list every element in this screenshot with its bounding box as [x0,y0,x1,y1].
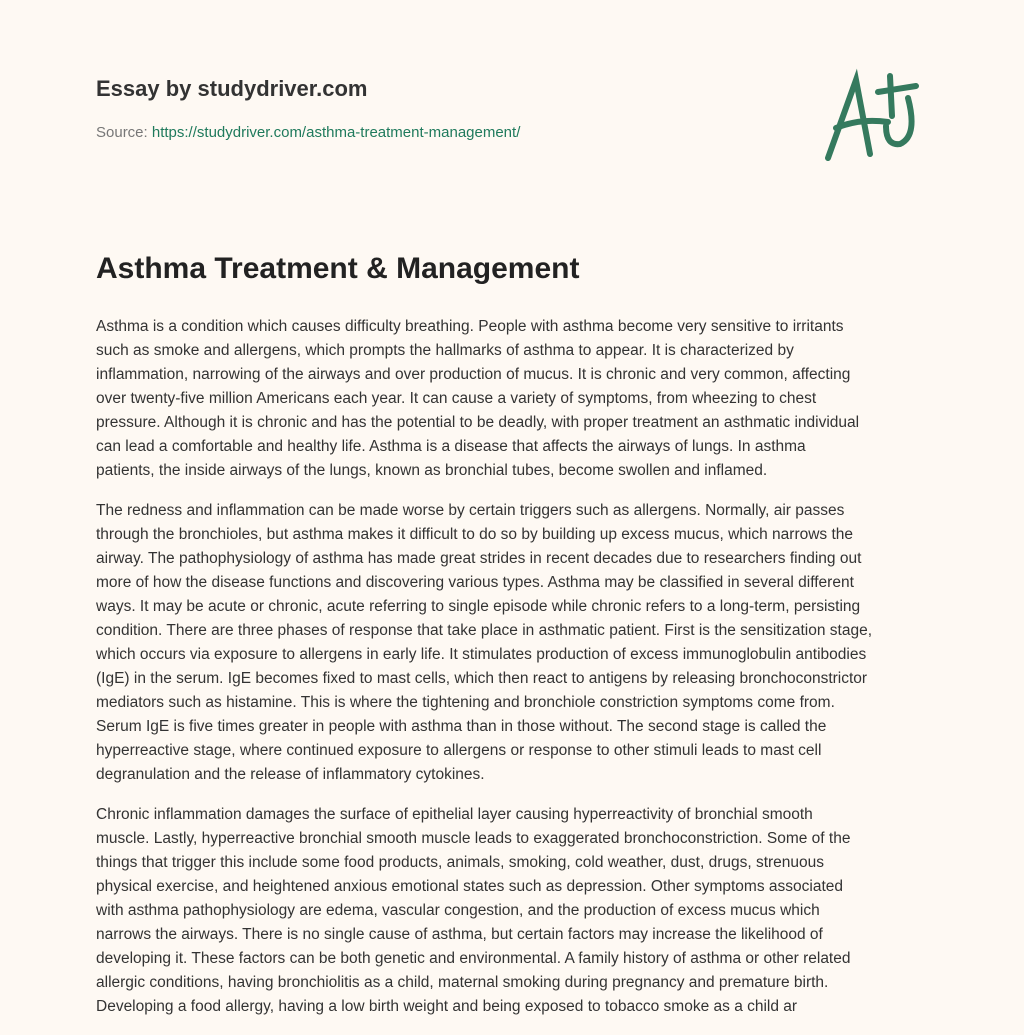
paragraph-line: Serum IgE is five times greater in people with asthma than in those without. The second stage is called the [96,718,827,735]
paragraph-line: airway. The pathophysiology of asthma has made great strides in recent decades due to researchers finding out [96,550,862,567]
paragraph-line: condition. There are three phases of response that take place in asthmatic patient. First is the sensitization stage, [96,622,873,639]
paragraph-line: narrows the airways. There is no single cause of asthma, but certain factors may increase the likelihood of [96,926,823,943]
paragraph-line: things that trigger this include some food products, animals, smoking, cold weather, dust, drugs, strenuous [96,854,825,871]
paragraph-line: developing it. These factors can be both genetic and environmental. A family history of asthma or other related [96,950,851,967]
paragraph-line: allergic conditions, having bronchiolitis as a child, maternal smoking during pregnancy and premature birth. [96,974,829,991]
paragraph-line: more of how the disease functions and discovering various types. Asthma may be classified in several different [96,574,854,591]
page-title: Asthma Treatment & Management [96,252,580,285]
essay-paragraph [96,499,946,787]
paragraph-line: Chronic inflammation damages the surface of epithelial layer causing hyperreactivity of bronchial smooth [96,806,813,823]
source-line [96,124,520,141]
paragraph-line: such as smoke and allergens, which prompts the hallmarks of asthma to appear. It is characterized by [96,342,794,359]
paragraph-line: inflammation, narrowing of the airways and over production of mucus. It is chronic and very common, affecting [96,366,851,383]
paragraph-line: physical exercise, and heightened anxious emotional states such as depression. Other symptoms associated [96,878,843,895]
paragraph-line: Asthma is a condition which causes difficulty breathing. People with asthma become very sensitive to irritants [96,318,844,335]
paragraph-line: can lead a comfortable and healthy life. Asthma is a disease that affects the airways of lungs. In asthma [96,438,806,455]
paragraph-line: with asthma pathophysiology are edema, vascular congestion, and the production of excess mucus which [96,902,820,919]
site-brand: Essay by studydriver.com [96,76,368,101]
paragraph-line: The redness and inflammation can be made worse by certain triggers such as allergens. Normally, air passes [96,502,845,519]
essay-body [96,315,946,1035]
paragraph-line: patients, the inside airways of the lungs, known as bronchial tubes, become swollen and inflamed. [96,462,768,479]
paragraph-line: which occurs via exposure to allergens in early life. It stimulates production of excess immunoglobulin antibodies [96,646,867,663]
paragraph-line: muscle. Lastly, hyperreactive bronchial smooth muscle leads to exaggerated bronchoconstriction. Some of the [96,830,851,847]
paragraph-line: mediators such as histamine. This is where the tightening and bronchiole constriction symptoms come from. [96,694,835,711]
paragraph-line: hyperreactive stage, where continued exposure to allergens or response to other stimuli leads to mast cell [96,742,822,759]
source-label: Source: [96,124,148,141]
a-plus-logo-icon [820,66,930,171]
paragraph-line: (IgE) in the serum. IgE becomes fixed to mast cells, which then react to antigens by releasing bronchoconstrictor [96,670,868,687]
paragraph-line: Developing a food allergy, having a low birth weight and being exposed to tobacco smoke as a child ar [96,998,798,1015]
essay-paragraph [96,803,946,1019]
paragraph-line: degranulation and the release of inflammatory cytokines. [96,766,485,783]
paragraph-line: pressure. Although it is chronic and has the potential to be deadly, with proper treatment an asthmatic individual [96,414,860,431]
source-link[interactable]: https://studydriver.com/asthma-treatment-management/ [151,124,521,141]
essay-paragraph [96,315,946,483]
paragraph-line: ways. It may be acute or chronic, acute referring to single episode while chronic refers to a long-term, persisting [96,598,861,615]
paragraph-line: through the bronchioles, but asthma makes it difficult to do so by building up excess mucus, which narrows the [96,526,854,543]
paragraph-line: over twenty-five million Americans each year. It can cause a variety of symptoms, from wheezing to chest [96,390,817,407]
